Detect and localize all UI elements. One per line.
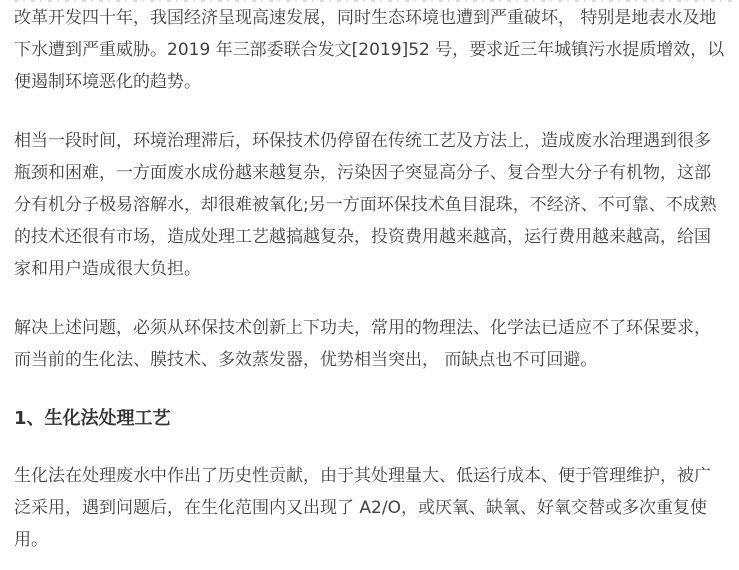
text-line: 下水遭到严重威胁。2019 年三部委联合发文[2019]52 号，要求近三年城镇污水提质增效，以 bbox=[14, 40, 725, 60]
paragraph bbox=[14, 2, 725, 98]
text-line: 生化法在处理废水中作出了历史性贡献，由于其处理量大、低运行成本、便于管理维护，被广 bbox=[14, 466, 711, 486]
text-line: 便遏制环境恶化的趋势。 bbox=[14, 72, 201, 92]
text-line: 分有机分子极易溶解水，却很难被氧化;另一方面环保技术鱼目混珠，不经济、不可靠、不成熟 bbox=[14, 195, 717, 215]
text-line: 家和用户造成很大负担。 bbox=[14, 259, 201, 279]
text-line: 瓶颈和困难，一方面废水成份越来越复杂，污染因子突显高分子、复合型大分子有机物，这部 bbox=[14, 163, 711, 183]
section-heading: 1、生化法处理工艺 bbox=[14, 408, 171, 429]
paragraph bbox=[14, 460, 725, 556]
text-line: 而当前的生化法、膜技术、多效蒸发器，优势相当突出， 而缺点也不可回避。 bbox=[14, 350, 598, 370]
text-line: 用。 bbox=[14, 530, 48, 550]
text-line: 的技术还很有市场，造成处理工艺越搞越复杂，投资费用越来越高，运行费用越来越高，给国 bbox=[14, 227, 711, 247]
clipped-text-remnant bbox=[14, 0, 733, 2]
text-line: 改革开发四十年，我国经济呈现高速发展，同时生态环境也遭到严重破坏， 特别是地表水及地 bbox=[14, 8, 717, 28]
text-line: 泛采用，遇到问题后，在生化范围内又出现了 A2/O，或厌氧、缺氧、好氧交替或多次重复使 bbox=[14, 498, 707, 518]
paragraph bbox=[14, 125, 725, 285]
text-line: 相当一段时间，环境治理滞后，环保技术仍停留在传统工艺及方法上，造成废水治理遇到很多 bbox=[14, 131, 711, 151]
paragraph bbox=[14, 312, 725, 376]
text-line: 解决上述问题，必须从环保技术创新上下功夫，常用的物理法、化学法已适应不了环保要求， bbox=[14, 318, 711, 338]
